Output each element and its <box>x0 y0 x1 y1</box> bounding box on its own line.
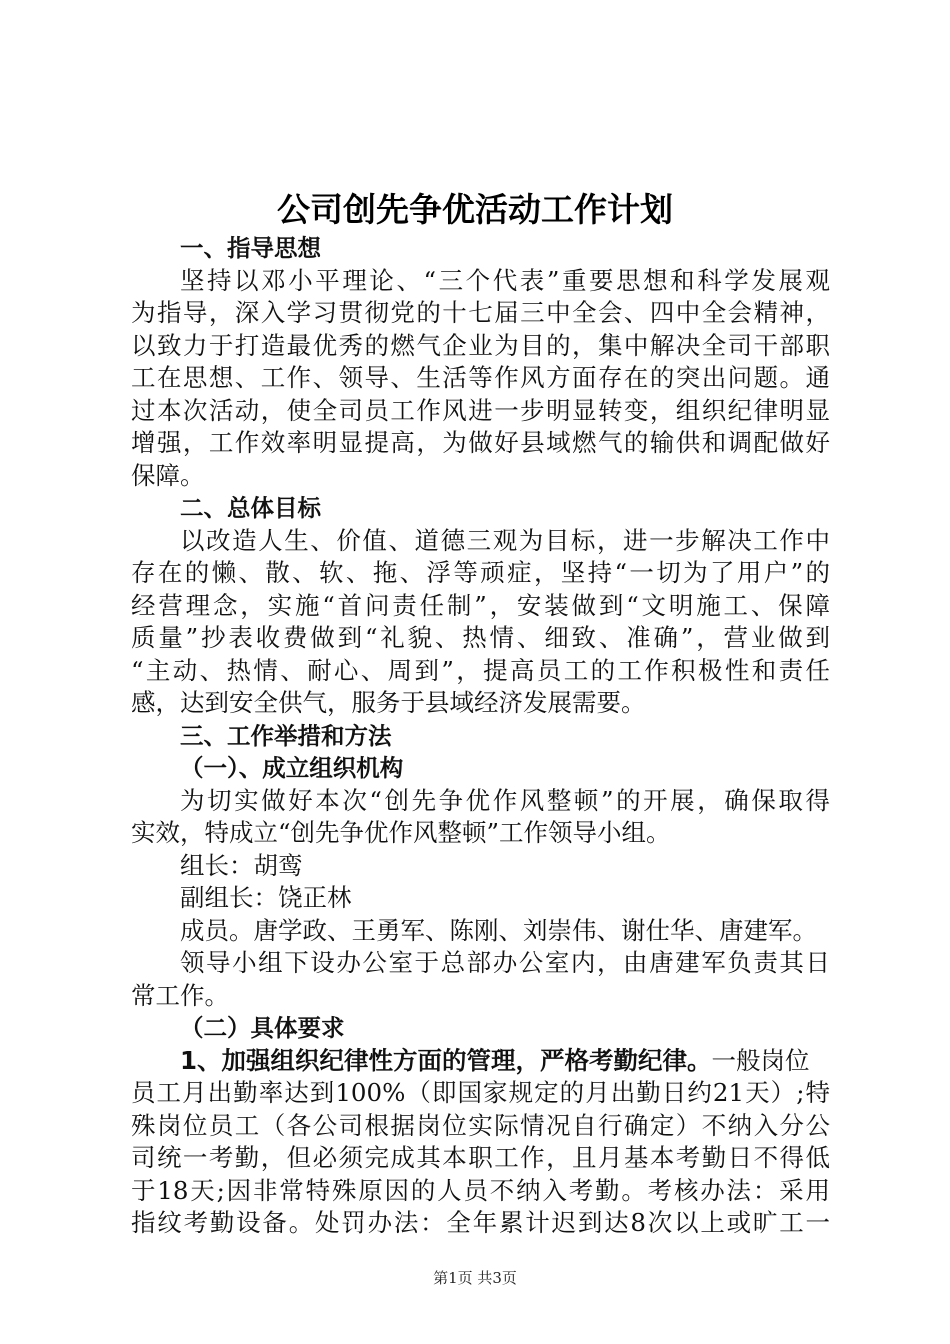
subsection-heading: （一）、成立组织机构 <box>180 754 404 782</box>
requirement-lead: 1、加强组织纪律性方面的管理，严格考勤纪律。 <box>180 1045 712 1075</box>
group-leader-line: 组长：胡鸾 <box>180 850 303 880</box>
document-title: 公司创先争优活动工作计划 <box>277 190 673 229</box>
paragraph-line: 工在思想、工作、领导、生活等作风方面存在的突出问题。通 <box>131 363 830 392</box>
deputy-leader-line: 副组长：饶正林 <box>180 883 352 912</box>
paragraph-line: 增强，工作效率明显提高，为做好县域燃气的输供和调配做好 <box>131 428 830 457</box>
paragraph-line <box>131 1045 830 1078</box>
document-body <box>131 232 830 1240</box>
paragraph-line: 实效，特成立“创先争优作风整顿”工作领导小组。 <box>131 818 671 847</box>
paragraph-line: 质量”抄表收费做到“礼貌、热情、细致、准确”，营业做到 <box>131 623 830 652</box>
paragraph-line: 司统一考勤，但必须完成其本职工作，且月基本考勤日不得低 <box>131 1143 830 1172</box>
requirement-text: 一般岗位 <box>711 1045 810 1075</box>
paragraph-line: 于18天;因非常特殊原因的人员不纳入考勤。考核办法：采用 <box>131 1175 830 1205</box>
paragraph-line: 以致力于打造最优秀的燃气企业为目的，集中解决全司干部职 <box>131 330 830 360</box>
paragraph-line: 存在的懒、散、软、拖、浮等顽症，坚持“一切为了用户”的 <box>131 558 830 587</box>
members-line: 成员。唐学政、王勇军、陈刚、刘崇伟、谢仕华、唐建军。 <box>180 915 817 945</box>
paragraph-line: 殊岗位员工（各公司根据岗位实际情况自行确定）不纳入分公 <box>131 1110 830 1140</box>
section-heading: 二、总体目标 <box>180 494 321 522</box>
paragraph-line: 感，达到安全供气，服务于县域经济发展需要。 <box>131 688 646 717</box>
section-heading: 一、指导思想 <box>180 234 321 262</box>
paragraph-line: 过本次活动，使全司员工作风进一步明显转变，组织纪律明显 <box>131 395 830 425</box>
paragraph-line: 坚持以邓小平理论、“三个代表”重要思想和科学发展观 <box>180 265 830 295</box>
page-footer: 第1页 共3页 <box>433 1269 517 1287</box>
paragraph-line: 保障。 <box>131 460 205 490</box>
subsection-heading: （二）具体要求 <box>180 1014 345 1042</box>
paragraph-line: 为指导，深入学习贯彻党的十七届三中全会、四中全会精神， <box>131 298 830 327</box>
paragraph-line: 以改造人生、价值、道德三观为目标，进一步解决工作中 <box>180 525 830 555</box>
paragraph-line: “主动、热情、耐心、周到”，提高员工的工作积极性和责任 <box>131 655 830 685</box>
paragraph-line: 员工月出勤率达到100%（即国家规定的月出勤日约21天）;特 <box>131 1078 830 1107</box>
paragraph-line: 经营理念，实施“首问责任制”，安装做到“文明施工、保障 <box>131 590 830 620</box>
section-heading: 三、工作举措和方法 <box>180 721 392 750</box>
paragraph-line: 常工作。 <box>131 980 229 1010</box>
paragraph-line: 领导小组下设办公室于总部办公室内，由唐建军负责其日 <box>180 948 830 977</box>
paragraph-line: 为切实做好本次“创先争优作风整顿”的开展，确保取得 <box>180 785 830 815</box>
paragraph-line: 指纹考勤设备。处罚办法：全年累计迟到达8次以上或旷工一 <box>131 1208 830 1237</box>
